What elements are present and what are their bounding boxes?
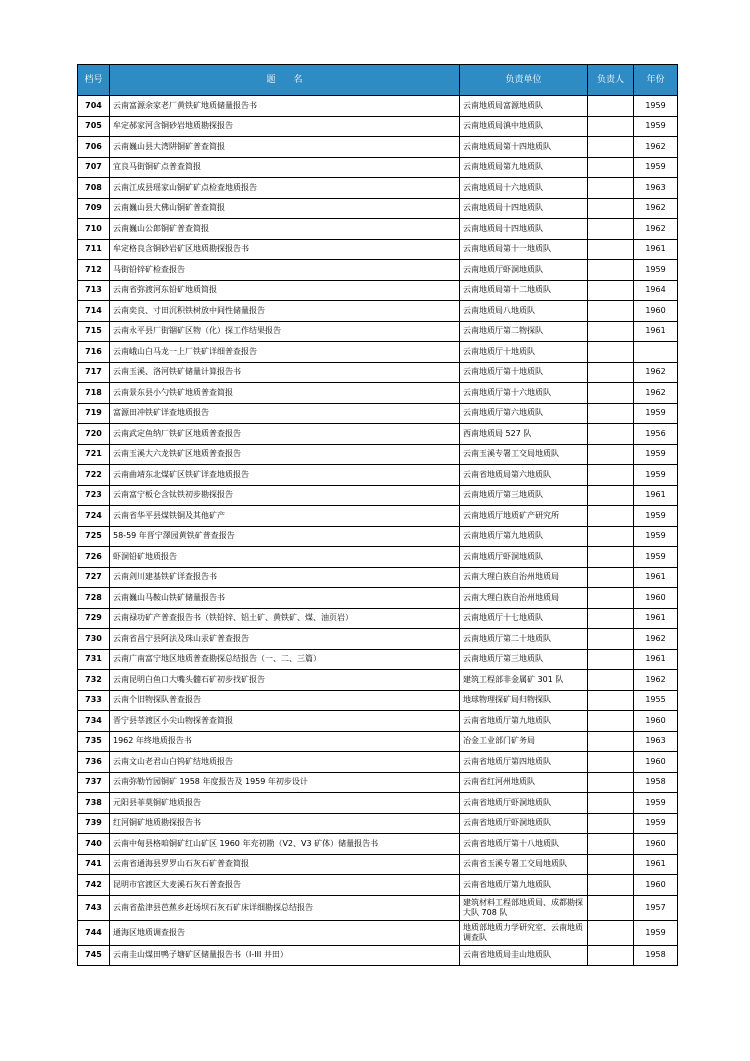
row-responsible-person [588, 649, 634, 670]
row-archive-number: 706 [78, 137, 110, 158]
row-responsible-person [588, 485, 634, 506]
row-responsible-person [588, 920, 634, 945]
header-title: 题 名 [110, 65, 460, 96]
row-year: 1960 [634, 711, 678, 732]
row-title: 云南弥勒竹园铜矿 1958 年度报告及 1959 年初步设计 [110, 772, 460, 793]
row-title: 云南文山老君山白钨矿结地质报告 [110, 752, 460, 773]
header-archive-number: 档号 [78, 65, 110, 96]
header-responsible-person: 负责人 [588, 65, 634, 96]
row-year: 1961 [634, 239, 678, 260]
row-responsible-unit: 云南地质局十四地质队 [460, 198, 588, 219]
row-archive-number: 710 [78, 219, 110, 240]
row-responsible-person [588, 260, 634, 281]
row-responsible-person [588, 362, 634, 383]
row-responsible-unit: 云南地质局第十一地质队 [460, 239, 588, 260]
row-responsible-unit: 云南省地质厅虾洞地质队 [460, 813, 588, 834]
row-title: 云南中甸县格咱铜矿红山矿区 1960 年充初勘（V2、V3 矿体）储量报告书 [110, 834, 460, 855]
table-row [78, 403, 678, 424]
row-year: 1958 [634, 945, 678, 966]
table-row [78, 506, 678, 527]
row-responsible-person [588, 567, 634, 588]
row-archive-number: 735 [78, 731, 110, 752]
row-responsible-unit: 冶金工业部门矿务局 [460, 731, 588, 752]
row-title: 云南巍山县大佛山铜矿普查简报 [110, 198, 460, 219]
row-responsible-person [588, 383, 634, 404]
table-row [78, 752, 678, 773]
row-title: 云南曲靖东北煤矿区铁矿详查地质报告 [110, 465, 460, 486]
row-year: 1959 [634, 96, 678, 117]
row-responsible-unit: 地质部地质力学研究室、云南地质调查队 [460, 920, 588, 945]
row-title: 云南昆明白鱼口大嘴头髓石矿初步找矿报告 [110, 670, 460, 691]
row-archive-number: 732 [78, 670, 110, 691]
table-row [78, 895, 678, 920]
row-title: 云南省盐津县芭蕉乡赶场坝石灰石矿床详细勘探总结报告 [110, 895, 460, 920]
row-title: 云南富宁板仑含钛铁初步勘探报告 [110, 485, 460, 506]
row-archive-number: 745 [78, 945, 110, 966]
row-responsible-unit: 西南地质局 527 队 [460, 424, 588, 445]
row-archive-number: 723 [78, 485, 110, 506]
row-responsible-unit: 云南省地质厅第十八地质队 [460, 834, 588, 855]
row-responsible-person [588, 670, 634, 691]
row-title: 晋宁县莘渡区小尖山物探普查简报 [110, 711, 460, 732]
row-responsible-unit: 云南地质厅第二十地质队 [460, 629, 588, 650]
row-title: 富源田冲铁矿详查地质报告 [110, 403, 460, 424]
header-responsible-unit: 负责单位 [460, 65, 588, 96]
table-row [78, 731, 678, 752]
row-title: 宜良马街铜矿点普查简报 [110, 157, 460, 178]
row-responsible-person [588, 198, 634, 219]
row-title: 云南广南富宁地区地质普查勘探总结报告（一、二、三篇） [110, 649, 460, 670]
row-archive-number: 711 [78, 239, 110, 260]
row-responsible-person [588, 321, 634, 342]
row-responsible-unit: 云南地质局八地质队 [460, 301, 588, 322]
row-archive-number: 705 [78, 116, 110, 137]
row-responsible-unit: 云南地质局十六地质队 [460, 178, 588, 199]
row-title: 马街铅锌矿检查报告 [110, 260, 460, 281]
row-responsible-unit: 云南地质厅第二物探队 [460, 321, 588, 342]
row-responsible-person [588, 239, 634, 260]
row-archive-number: 721 [78, 444, 110, 465]
row-responsible-person [588, 424, 634, 445]
row-archive-number: 733 [78, 690, 110, 711]
table-row [78, 178, 678, 199]
row-title: 云南景东县小勺铁矿地质普查简报 [110, 383, 460, 404]
row-title: 云南巍山县大湾阱铜矿普查简报 [110, 137, 460, 158]
row-year: 1960 [634, 752, 678, 773]
row-responsible-person [588, 137, 634, 158]
row-archive-number: 707 [78, 157, 110, 178]
table-row [78, 670, 678, 691]
row-responsible-unit: 云南大理白族自治州地质局 [460, 588, 588, 609]
row-year: 1959 [634, 793, 678, 814]
row-responsible-person [588, 608, 634, 629]
row-responsible-unit: 云南地质局第九地质队 [460, 157, 588, 178]
table-row [78, 239, 678, 260]
row-title: 云南剑川建基铁矿详查报告书 [110, 567, 460, 588]
row-archive-number: 728 [78, 588, 110, 609]
row-responsible-unit: 云南地质局第十四地质队 [460, 137, 588, 158]
row-year: 1962 [634, 198, 678, 219]
row-year: 1961 [634, 608, 678, 629]
table-row [78, 834, 678, 855]
table-row [78, 690, 678, 711]
row-responsible-person [588, 813, 634, 834]
table-row [78, 793, 678, 814]
row-responsible-unit: 云南省红河州地质队 [460, 772, 588, 793]
row-responsible-unit: 云南地质厅第十六地质队 [460, 383, 588, 404]
table-row [78, 588, 678, 609]
row-year: 1961 [634, 567, 678, 588]
row-title: 牟定格良含铜砂岩矿区地质勘探报告书 [110, 239, 460, 260]
row-title: 云南玉溪大六龙铁矿区地质普查报告 [110, 444, 460, 465]
row-responsible-unit: 云南地质厅虾洞地质队 [460, 547, 588, 568]
table-row [78, 260, 678, 281]
row-year: 1959 [634, 526, 678, 547]
row-responsible-unit: 云南地质厅第六地质队 [460, 403, 588, 424]
row-responsible-unit: 云南地质厅第十地质队 [460, 362, 588, 383]
table-row [78, 711, 678, 732]
row-title: 云南省昌宁县阿法及珠山汞矿普查报告 [110, 629, 460, 650]
row-title: 通海区地质调查报告 [110, 920, 460, 945]
row-year: 1958 [634, 772, 678, 793]
row-title: 红河铜矿地质勘探报告书 [110, 813, 460, 834]
row-title: 云南永平县厂街锢矿区物（化）探工作结果报告 [110, 321, 460, 342]
row-responsible-unit: 云南省玉溪专署工交局地质队 [460, 854, 588, 875]
row-responsible-unit: 云南地质厅第三地质队 [460, 649, 588, 670]
row-archive-number: 737 [78, 772, 110, 793]
row-responsible-unit: 云南省地质局圭山地质队 [460, 945, 588, 966]
row-year: 1960 [634, 834, 678, 855]
row-archive-number: 742 [78, 875, 110, 896]
row-archive-number: 722 [78, 465, 110, 486]
row-archive-number: 716 [78, 342, 110, 363]
row-year: 1962 [634, 629, 678, 650]
row-year: 1959 [634, 506, 678, 527]
row-title: 云南巍山马鞍山铁矿储量报告书 [110, 588, 460, 609]
table-header-row [78, 65, 678, 96]
row-archive-number: 712 [78, 260, 110, 281]
row-archive-number: 719 [78, 403, 110, 424]
table-body [78, 96, 678, 966]
row-archive-number: 718 [78, 383, 110, 404]
table-row [78, 526, 678, 547]
row-responsible-person [588, 731, 634, 752]
table-row [78, 362, 678, 383]
table-row [78, 96, 678, 117]
table-row [78, 854, 678, 875]
row-year: 1959 [634, 547, 678, 568]
row-title: 云南玉溪、洛河铁矿储量计算报告书 [110, 362, 460, 383]
row-responsible-person [588, 690, 634, 711]
row-responsible-person [588, 116, 634, 137]
row-year: 1964 [634, 280, 678, 301]
row-year: 1959 [634, 157, 678, 178]
row-title: 云南峨山白马龙一上厂铁矿详细普查报告 [110, 342, 460, 363]
row-responsible-person [588, 157, 634, 178]
row-responsible-unit: 云南地质厅虾洞地质队 [460, 260, 588, 281]
row-year: 1959 [634, 444, 678, 465]
table-row [78, 321, 678, 342]
row-year: 1955 [634, 690, 678, 711]
row-responsible-unit: 云南地质厅十七地质队 [460, 608, 588, 629]
row-responsible-unit: 云南地质厅十地质队 [460, 342, 588, 363]
row-year: 1963 [634, 178, 678, 199]
table-row [78, 465, 678, 486]
row-year: 1961 [634, 485, 678, 506]
row-title: 云南个旧物探队普查报告 [110, 690, 460, 711]
row-year: 1962 [634, 383, 678, 404]
table-row [78, 608, 678, 629]
row-responsible-person [588, 875, 634, 896]
row-archive-number: 739 [78, 813, 110, 834]
row-responsible-unit: 云南地质局滇中地质队 [460, 116, 588, 137]
row-responsible-unit: 云南省地质厅第九地质队 [460, 875, 588, 896]
table-row [78, 920, 678, 945]
row-responsible-person [588, 793, 634, 814]
row-title: 云南巍山公郎铜矿普查简报 [110, 219, 460, 240]
row-responsible-person [588, 772, 634, 793]
row-year: 1963 [634, 731, 678, 752]
row-archive-number: 744 [78, 920, 110, 945]
row-year: 1959 [634, 813, 678, 834]
row-archive-number: 727 [78, 567, 110, 588]
row-responsible-person [588, 465, 634, 486]
row-year: 1959 [634, 403, 678, 424]
row-responsible-person [588, 301, 634, 322]
row-year: 1961 [634, 854, 678, 875]
row-responsible-person [588, 219, 634, 240]
row-responsible-person [588, 945, 634, 966]
row-year: 1959 [634, 116, 678, 137]
table-row [78, 137, 678, 158]
row-responsible-unit: 云南地质局富源地质队 [460, 96, 588, 117]
row-year: 1961 [634, 649, 678, 670]
row-responsible-unit: 云南省地质厅第九地质队 [460, 711, 588, 732]
row-archive-number: 741 [78, 854, 110, 875]
row-archive-number: 725 [78, 526, 110, 547]
row-archive-number: 729 [78, 608, 110, 629]
row-year: 1960 [634, 301, 678, 322]
row-responsible-person [588, 403, 634, 424]
row-title: 虾洞铅矿地质报告 [110, 547, 460, 568]
row-responsible-unit: 建筑材料工程部地质局、成都勘探大队 708 队 [460, 895, 588, 920]
row-year: 1959 [634, 920, 678, 945]
row-title: 云南富源余家老厂黄铁矿地质储量报告书 [110, 96, 460, 117]
row-archive-number: 709 [78, 198, 110, 219]
table-row [78, 485, 678, 506]
row-archive-number: 730 [78, 629, 110, 650]
row-title: 元阳县菲莫铜矿地质报告 [110, 793, 460, 814]
row-year: 1960 [634, 875, 678, 896]
row-responsible-unit: 建筑工程部非金属矿 301 队 [460, 670, 588, 691]
row-title: 云南禄功矿产普查报告书（铁铅锌、铝土矿、黄铁矿、煤、油页岩） [110, 608, 460, 629]
archive-catalog-table [77, 64, 678, 966]
row-archive-number: 717 [78, 362, 110, 383]
row-archive-number: 740 [78, 834, 110, 855]
row-responsible-person [588, 895, 634, 920]
row-archive-number: 720 [78, 424, 110, 445]
row-archive-number: 704 [78, 96, 110, 117]
row-title: 云南奕良、寸田沉积铁树放中间性储量报告 [110, 301, 460, 322]
row-responsible-unit: 云南省地质厅第四地质队 [460, 752, 588, 773]
row-responsible-unit: 云南大理白族自治州地质局 [460, 567, 588, 588]
row-title: 昆明市官渡区大麦溪石灰石普查报告 [110, 875, 460, 896]
row-year: 1956 [634, 424, 678, 445]
row-year: 1959 [634, 465, 678, 486]
row-responsible-person [588, 834, 634, 855]
row-archive-number: 731 [78, 649, 110, 670]
row-responsible-person [588, 506, 634, 527]
row-responsible-person [588, 854, 634, 875]
row-responsible-person [588, 96, 634, 117]
row-title: 云南省通海县罗罗山石灰石矿普查简报 [110, 854, 460, 875]
row-year: 1961 [634, 321, 678, 342]
row-responsible-person [588, 444, 634, 465]
row-year: 1957 [634, 895, 678, 920]
row-year: 1962 [634, 219, 678, 240]
row-title: 云南江成县瑶家山铜矿矿点检查地质报告 [110, 178, 460, 199]
row-responsible-person [588, 547, 634, 568]
row-year: 1959 [634, 260, 678, 281]
row-responsible-unit: 云南省地质局第六地质队 [460, 465, 588, 486]
row-responsible-unit: 云南地质厅第九地质队 [460, 526, 588, 547]
row-responsible-unit: 地球物理探矿局归物探队 [460, 690, 588, 711]
row-title: 云南圭山煤田鸭子塘矿区储量报告书（I-III 井田） [110, 945, 460, 966]
row-title: 云南省弥渡河东铅矿地质简报 [110, 280, 460, 301]
row-archive-number: 713 [78, 280, 110, 301]
row-responsible-unit: 云南地质局第十二地质队 [460, 280, 588, 301]
table-row [78, 813, 678, 834]
table-row [78, 567, 678, 588]
row-archive-number: 743 [78, 895, 110, 920]
table-row [78, 649, 678, 670]
row-responsible-unit: 云南地质厅第三地质队 [460, 485, 588, 506]
header-year: 年份 [634, 65, 678, 96]
row-responsible-person [588, 280, 634, 301]
row-title: 1962 年终地质报告书 [110, 731, 460, 752]
archive-page [77, 64, 677, 966]
row-archive-number: 715 [78, 321, 110, 342]
row-responsible-person [588, 711, 634, 732]
row-year: 1962 [634, 137, 678, 158]
row-responsible-unit: 云南地质局十四地质队 [460, 219, 588, 240]
table-row [78, 772, 678, 793]
row-title: 云南武定鱼纳厂铁矿区地质普查报告 [110, 424, 460, 445]
table-row [78, 280, 678, 301]
table-row [78, 424, 678, 445]
row-responsible-person [588, 588, 634, 609]
row-responsible-person [588, 526, 634, 547]
row-responsible-person [588, 342, 634, 363]
row-archive-number: 724 [78, 506, 110, 527]
row-responsible-unit: 云南地质厅地质矿产研究所 [460, 506, 588, 527]
row-responsible-person [588, 178, 634, 199]
row-year: 1962 [634, 670, 678, 691]
row-title: 云南省华平县煤铁铜及其他矿产 [110, 506, 460, 527]
row-archive-number: 708 [78, 178, 110, 199]
table-row [78, 547, 678, 568]
row-responsible-person [588, 752, 634, 773]
row-archive-number: 738 [78, 793, 110, 814]
row-archive-number: 714 [78, 301, 110, 322]
row-responsible-unit: 云南玉溪专署工交局地质队 [460, 444, 588, 465]
table-row [78, 198, 678, 219]
row-archive-number: 734 [78, 711, 110, 732]
row-year: 1960 [634, 588, 678, 609]
table-row [78, 219, 678, 240]
table-row [78, 301, 678, 322]
row-title: 58-59 年晋宁澤园黄铁矿普查报告 [110, 526, 460, 547]
table-row [78, 875, 678, 896]
table-row [78, 945, 678, 966]
row-year [634, 342, 678, 363]
row-archive-number: 726 [78, 547, 110, 568]
row-responsible-person [588, 629, 634, 650]
table-row [78, 629, 678, 650]
table-row [78, 383, 678, 404]
row-year: 1962 [634, 362, 678, 383]
table-row [78, 116, 678, 137]
table-row [78, 444, 678, 465]
table-row [78, 342, 678, 363]
row-archive-number: 736 [78, 752, 110, 773]
row-title: 牟定郝家河含铜砂岩地质勘探报告 [110, 116, 460, 137]
row-responsible-unit: 云南省地质厅虾洞地质队 [460, 793, 588, 814]
table-row [78, 157, 678, 178]
